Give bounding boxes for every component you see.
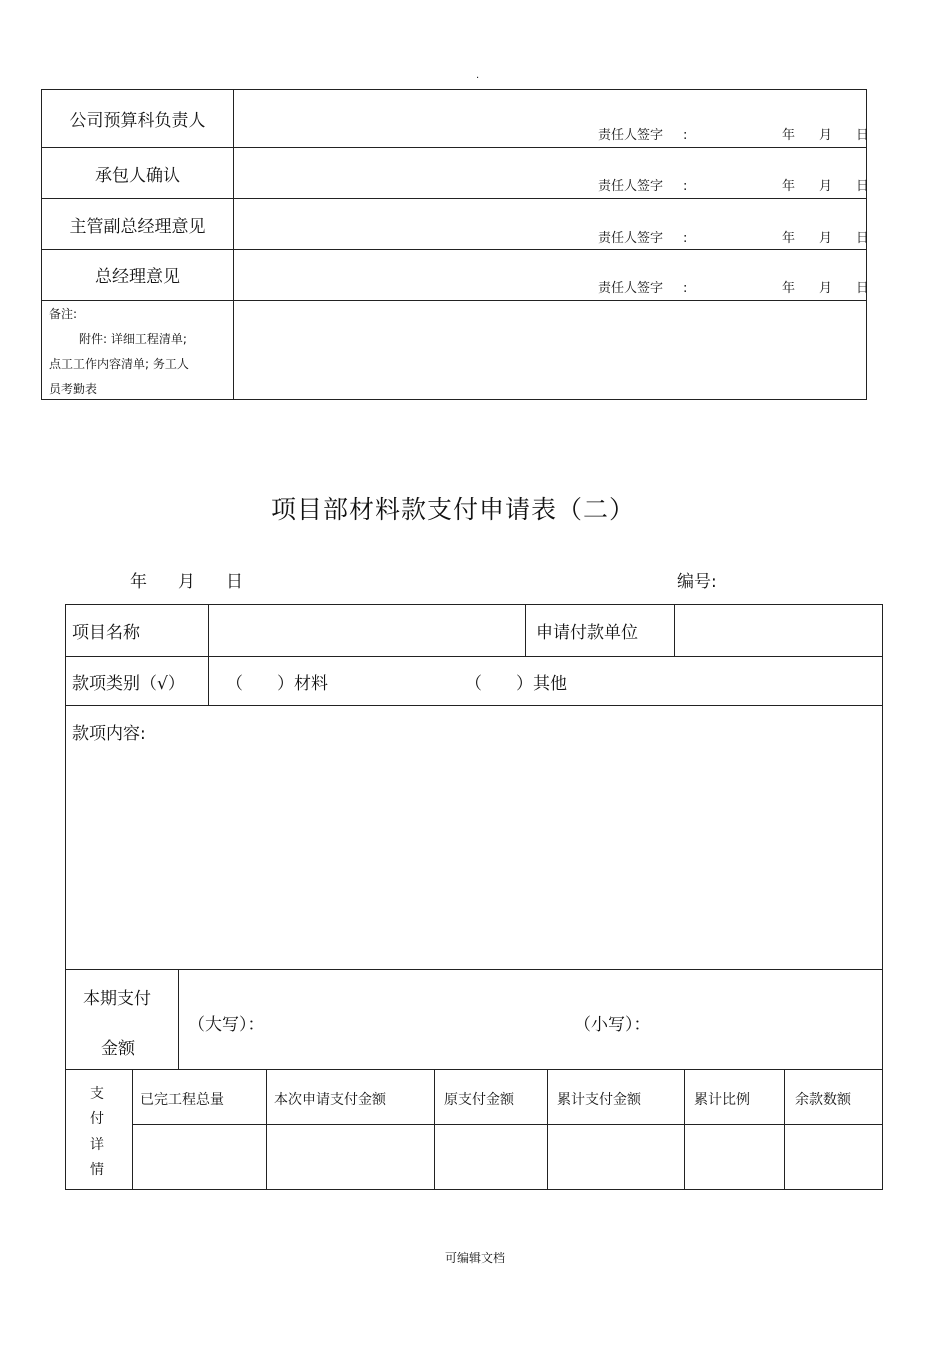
date-month: 月 [178, 572, 195, 592]
signature-date [782, 227, 870, 246]
row-divider [42, 249, 866, 250]
approval-table [41, 89, 870, 400]
signature-colon: : [683, 128, 688, 143]
column-divider [784, 1069, 785, 1189]
signature-line [598, 175, 870, 194]
lower-case-amount-label: （小写）： [574, 1015, 651, 1035]
row-divider [42, 147, 866, 148]
content-label: 款项内容: [72, 724, 146, 744]
top-mark: . [476, 70, 480, 81]
upper-case-amount-label: （大写）： [188, 1015, 265, 1035]
column-header-original-payment: 原支付金额 [444, 1092, 514, 1108]
column-divider [547, 1069, 548, 1189]
option-material: （ ）材料 [226, 674, 328, 694]
row-divider [66, 1069, 882, 1070]
signature-date [782, 277, 870, 296]
amount-label-line1: 本期支付 [83, 989, 151, 1009]
signature-label: 责任人签字 [598, 128, 664, 143]
signature-label: 责任人签字 [598, 281, 664, 296]
row-divider [66, 969, 882, 970]
column-divider [208, 605, 209, 705]
signature-colon: : [683, 281, 688, 296]
column-header-cumulative-payment: 累计支付金额 [557, 1092, 641, 1108]
row-divider [66, 656, 882, 657]
column-divider [674, 605, 675, 656]
gm-opinion-label: 总经理意见 [95, 267, 180, 287]
month-label: 月 [819, 281, 833, 296]
signature-date [782, 175, 870, 194]
row-divider [66, 705, 882, 706]
year-label: 年 [782, 231, 796, 246]
category-label: 款项类别（√） [72, 674, 185, 694]
details-label-char: 详 [90, 1137, 104, 1153]
signature-label: 责任人签字 [598, 179, 664, 194]
year-label: 年 [782, 128, 796, 143]
form-title: 项目部材料款支付申请表（二） [270, 495, 635, 524]
signature-colon: : [683, 179, 688, 194]
row-divider [132, 1124, 882, 1125]
budget-manager-label: 公司预算科负责人 [69, 111, 206, 131]
column-divider [434, 1069, 435, 1189]
row-divider [42, 300, 866, 301]
signature-line [598, 124, 870, 143]
month-label: 月 [819, 179, 833, 194]
option-other: （ ）其他 [465, 674, 567, 694]
column-header-current-payment: 本次申请支付金额 [274, 1092, 386, 1108]
month-label: 月 [819, 231, 833, 246]
contractor-confirm-label: 承包人确认 [95, 166, 180, 186]
column-divider [233, 90, 234, 399]
project-name-label: 项目名称 [72, 623, 140, 643]
details-label-char: 支 [90, 1086, 104, 1102]
remarks-line: 附件: 详细工程清单; [79, 332, 187, 346]
signature-line [598, 277, 870, 296]
signature-label: 责任人签字 [598, 231, 664, 246]
date-day: 日 [226, 572, 243, 592]
column-divider [178, 969, 179, 1069]
year-label: 年 [782, 281, 796, 296]
details-label-char: 情 [90, 1162, 104, 1178]
signature-line [598, 227, 870, 246]
footer-text: 可编辑文档 [444, 1251, 505, 1265]
payment-application-table [65, 604, 883, 1190]
form-number-label: 编号: [677, 572, 717, 592]
year-label: 年 [782, 179, 796, 194]
column-divider [525, 605, 526, 656]
signature-date [782, 124, 870, 143]
deputy-gm-opinion-label: 主管副总经理意见 [69, 217, 206, 237]
day-label: 日 [856, 281, 870, 296]
column-divider [684, 1069, 685, 1189]
row-divider [42, 198, 866, 199]
remarks-line: 员考勤表 [49, 382, 98, 396]
signature-colon: : [683, 231, 688, 246]
payee-label: 申请付款单位 [536, 623, 638, 643]
date-year: 年 [130, 572, 147, 592]
amount-label-line2: 金额 [101, 1039, 135, 1059]
remarks-title: 备注: [49, 307, 78, 321]
remarks-line: 点工工作内容清单; 务工人 [49, 357, 189, 371]
column-header-cumulative-ratio: 累计比例 [694, 1092, 750, 1108]
remarks [49, 302, 229, 402]
column-divider [132, 1069, 133, 1189]
column-header-completed-total: 已完工程总量 [140, 1092, 224, 1108]
day-label: 日 [856, 128, 870, 143]
month-label: 月 [819, 128, 833, 143]
details-label-char: 付 [90, 1111, 104, 1127]
column-divider [266, 1069, 267, 1189]
day-label: 日 [856, 231, 870, 246]
day-label: 日 [856, 179, 870, 194]
column-header-balance: 余款数额 [795, 1092, 851, 1108]
